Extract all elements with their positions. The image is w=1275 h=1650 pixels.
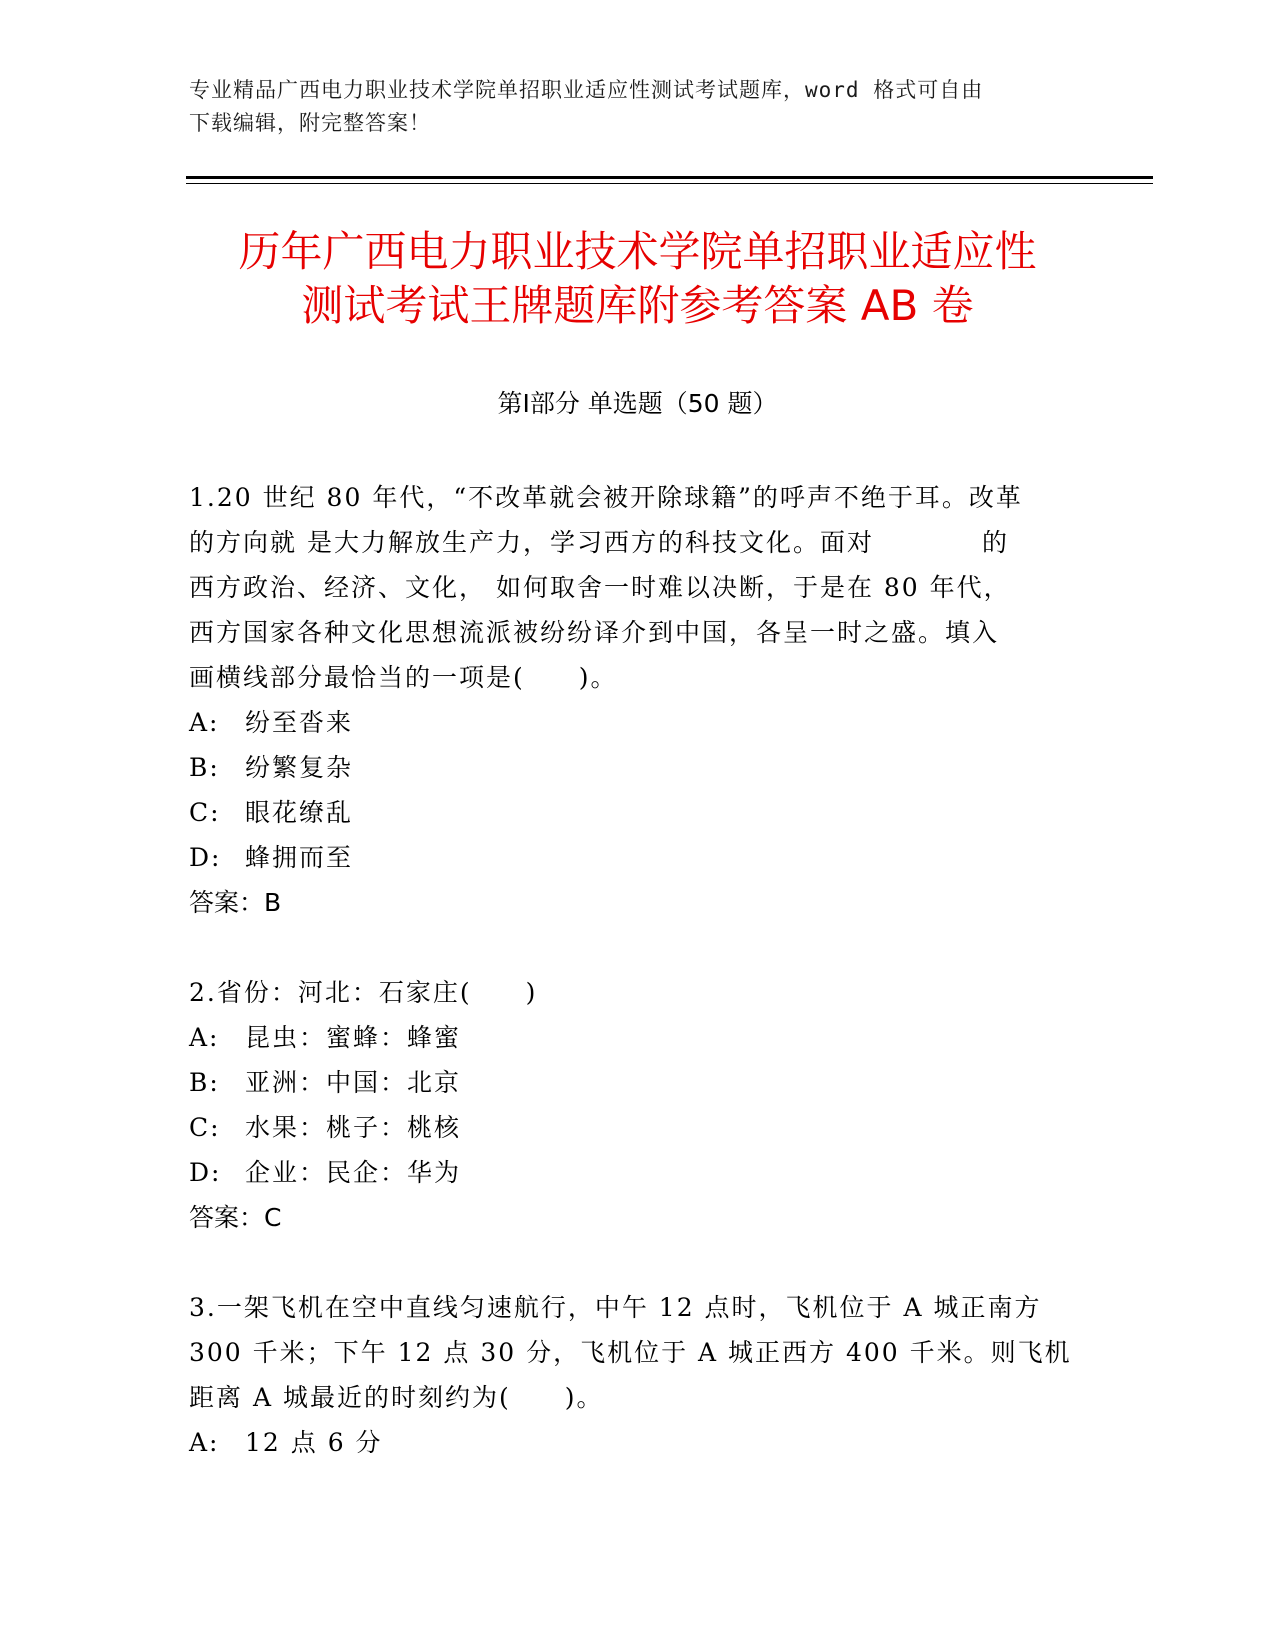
option-letter: D:: [189, 843, 222, 872]
option-letter: C:: [189, 798, 221, 827]
stem-line: 的方向就 是大力解放生产力，学习西方的科技文化。面对 的: [189, 528, 1009, 557]
question-list: [189, 475, 1089, 1510]
question-2: [189, 970, 1089, 1240]
option-c: [189, 790, 1089, 835]
header-note: [189, 74, 1089, 140]
option-d: [189, 835, 1089, 880]
header-divider-thin: [186, 183, 1153, 184]
question-stem: [189, 475, 1089, 700]
option-text: 企业：民企：华为: [245, 1158, 462, 1187]
option-a: [189, 1420, 1089, 1465]
header-divider-thick: [186, 176, 1153, 179]
option-text: 亚洲：中国：北京: [245, 1068, 462, 1097]
option-letter: C:: [189, 1113, 221, 1142]
stem-line: 西方政治、经济、文化， 如何取舍一时难以决断，于是在 80 年代，: [189, 573, 1011, 602]
option-text: 纷繁复杂: [245, 753, 354, 782]
stem-line: 3.一架飞机在空中直线匀速航行，中午 12 点时，飞机位于 A 城正南方: [189, 1293, 1042, 1322]
option-text: 昆虫：蜜蜂：蜂蜜: [245, 1023, 462, 1052]
question-stem: [189, 1285, 1089, 1420]
document-title-line-2: 测试考试王牌题库附参考答案 AB 卷: [301, 281, 974, 330]
option-d: [189, 1150, 1089, 1195]
document-title: [150, 225, 1125, 333]
option-a: [189, 700, 1089, 745]
question-3: [189, 1285, 1089, 1465]
stem-line: 2.省份：河北：石家庄( ): [189, 978, 538, 1007]
option-text: 水果：桃子：桃核: [245, 1113, 462, 1142]
option-c: [189, 1105, 1089, 1150]
option-text: 纷至沓来: [245, 708, 354, 737]
stem-line: 画横线部分最恰当的一项是( )。: [189, 663, 618, 692]
question-1: [189, 475, 1089, 925]
option-text: 12 点 6 分: [245, 1428, 383, 1457]
option-letter: A:: [189, 1023, 220, 1052]
option-letter: B:: [189, 1068, 220, 1097]
answer-line: 答案：C: [189, 1203, 282, 1232]
option-letter: A:: [189, 1428, 220, 1457]
option-letter: A:: [189, 708, 220, 737]
option-text: 眼花缭乱: [245, 798, 354, 827]
option-b: [189, 1060, 1089, 1105]
option-a: [189, 1015, 1089, 1060]
option-b: [189, 745, 1089, 790]
stem-line: 300 千米；下午 12 点 30 分，飞机位于 A 城正西方 400 千米。则飞机: [189, 1338, 1072, 1367]
answer-line: 答案：B: [189, 888, 282, 917]
question-stem: [189, 970, 1089, 1015]
stem-line: 距离 A 城最近的时刻约为( )。: [189, 1383, 604, 1412]
stem-line: 1.20 世纪 80 年代，“不改革就会被开除球籍”的呼声不绝于耳。改革: [189, 483, 1023, 512]
header-note-line-2: 下载编辑，附完整答案！: [189, 111, 431, 135]
section-heading: 第Ⅰ部分 单选题（50 题）: [497, 389, 778, 418]
document-title-line-1: 历年广西电力职业技术学院单招职业适应性: [238, 227, 1037, 276]
option-text: 蜂拥而至: [245, 843, 354, 872]
stem-line: 西方国家各种文化思想流派被纷纷译介到中国，各呈一时之盛。填入: [189, 618, 1000, 647]
option-letter: D:: [189, 1158, 222, 1187]
header-note-line-1: 专业精品广西电力职业技术学院单招职业适应性测试考试题库，word 格式可自由: [189, 78, 984, 102]
option-letter: B:: [189, 753, 220, 782]
